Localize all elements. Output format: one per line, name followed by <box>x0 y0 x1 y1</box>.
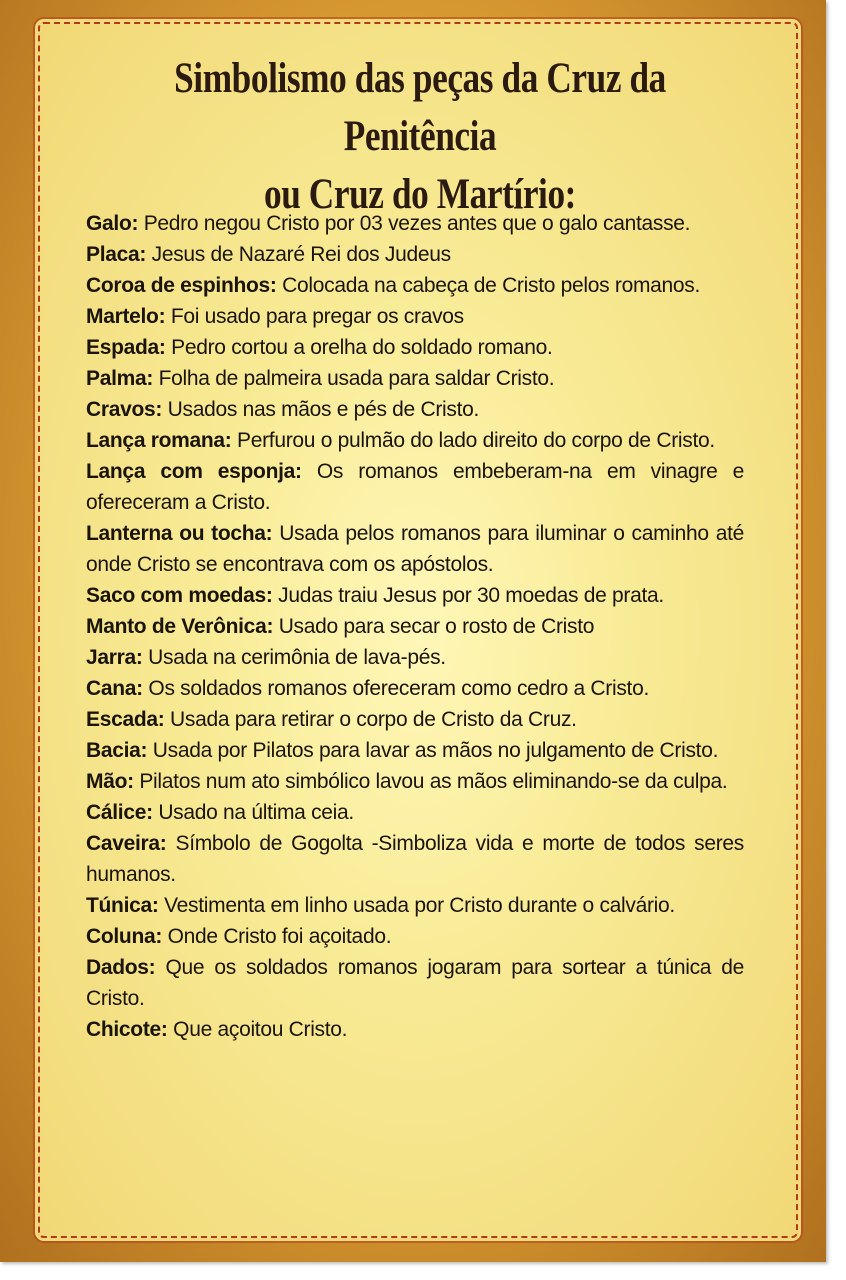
entry-term: Placa: <box>86 243 147 266</box>
entry-text: Jesus de Nazaré Rei dos Judeus <box>151 243 451 266</box>
entry-text: Usada para retirar o corpo de Cristo da Cruz. <box>170 708 577 731</box>
entry-term: Cravos: <box>86 398 163 421</box>
entry-term: Palma: <box>86 367 154 390</box>
entry-text: Perfurou o pulmão do lado direito do corpo de Cristo. <box>237 429 715 452</box>
list-item <box>86 518 744 580</box>
list-item <box>86 673 744 704</box>
entry-text: Usada pelos romanos para iluminar o caminho até onde Cristo se encontrava com os apóstolos. <box>86 522 744 576</box>
entry-text: Usado na última ceia. <box>158 801 354 824</box>
list-item <box>86 270 744 301</box>
entry-term: Galo: <box>86 212 139 235</box>
title-line-1: Simbolismo das peças da Cruz da Penitência <box>174 55 666 160</box>
entry-term: Coluna: <box>86 925 163 948</box>
list-item <box>86 208 744 239</box>
entry-text: Os soldados romanos ofereceram como cedro a Cristo. <box>148 677 649 700</box>
entry-term: Caveira: <box>86 832 167 855</box>
entry-term: Jarra: <box>86 646 143 669</box>
entry-text: Pedro negou Cristo por 03 vezes antes que o galo cantasse. <box>143 212 691 235</box>
entry-text: Que os soldados romanos jogaram para sortear a túnica de Cristo. <box>86 956 744 1010</box>
list-item <box>86 952 744 1014</box>
entry-term: Túnica: <box>86 894 159 917</box>
list-item <box>86 766 744 797</box>
entry-text: Colocada na cabeça de Cristo pelos romanos. <box>282 274 701 297</box>
list-item <box>86 890 744 921</box>
list-item <box>86 363 744 394</box>
entry-text: Usado para secar o rosto de Cristo <box>278 615 595 638</box>
entry-term: Escada: <box>86 708 165 731</box>
entry-term: Lança com esponja: <box>86 460 302 483</box>
entry-text: Usada na cerimônia de lava-pés. <box>148 646 446 669</box>
list-item <box>86 456 744 518</box>
entry-term: Lança romana: <box>86 429 232 452</box>
entry-term: Saco com moedas: <box>86 584 273 607</box>
entry-text: Que açoitou Cristo. <box>173 1018 348 1041</box>
list-item <box>86 704 744 735</box>
entry-text: Os romanos embeberam-na em vinagre e ofereceram a Cristo. <box>86 460 744 514</box>
entry-term: Coroa de espinhos: <box>86 274 277 297</box>
entry-term: Cálice: <box>86 801 153 824</box>
entry-term: Lanterna ou tocha: <box>86 522 273 545</box>
list-item <box>86 332 744 363</box>
list-item <box>86 239 744 270</box>
entry-text: Vestimenta em linho usada por Cristo durante o calvário. <box>164 894 675 917</box>
entry-term: Manto de Verônica: <box>86 615 274 638</box>
entry-text: Usada por Pilatos para lavar as mãos no julgamento de Cristo. <box>152 739 719 762</box>
entry-text: Símbolo de Gogolta -Simboliza vida e morte de todos seres humanos. <box>86 832 744 886</box>
entry-text: Usados nas mãos e pés de Cristo. <box>167 398 480 421</box>
entry-term: Mão: <box>86 770 134 793</box>
list-item <box>86 921 744 952</box>
list-item <box>86 642 744 673</box>
list-item <box>86 301 744 332</box>
list-item <box>86 425 744 456</box>
entry-term: Dados: <box>86 956 156 979</box>
list-item <box>86 580 744 611</box>
symbol-list <box>86 208 744 1045</box>
entry-term: Bacia: <box>86 739 148 762</box>
entry-text: Pedro cortou a orelha do soldado romano. <box>171 336 553 359</box>
entry-text: Folha de palmeira usada para saldar Cristo. <box>158 367 555 390</box>
list-item <box>86 1014 744 1045</box>
list-item <box>86 828 744 890</box>
entry-term: Martelo: <box>86 305 166 328</box>
list-item <box>86 797 744 828</box>
list-item <box>86 735 744 766</box>
entry-term: Cana: <box>86 677 143 700</box>
list-item <box>86 394 744 425</box>
entry-text: Onde Cristo foi açoitado. <box>167 925 392 948</box>
page-title <box>108 50 731 224</box>
entry-text: Pilatos num ato simbólico lavou as mãos eliminando-se da culpa. <box>139 770 728 793</box>
entry-term: Espada: <box>86 336 166 359</box>
entry-term: Chicote: <box>86 1018 168 1041</box>
entry-text: Judas traiu Jesus por 30 moedas de prata. <box>278 584 664 607</box>
entry-text: Foi usado para pregar os cravos <box>170 305 464 328</box>
list-item <box>86 611 744 642</box>
title-line-2: ou Cruz do Martírio: <box>263 171 577 218</box>
